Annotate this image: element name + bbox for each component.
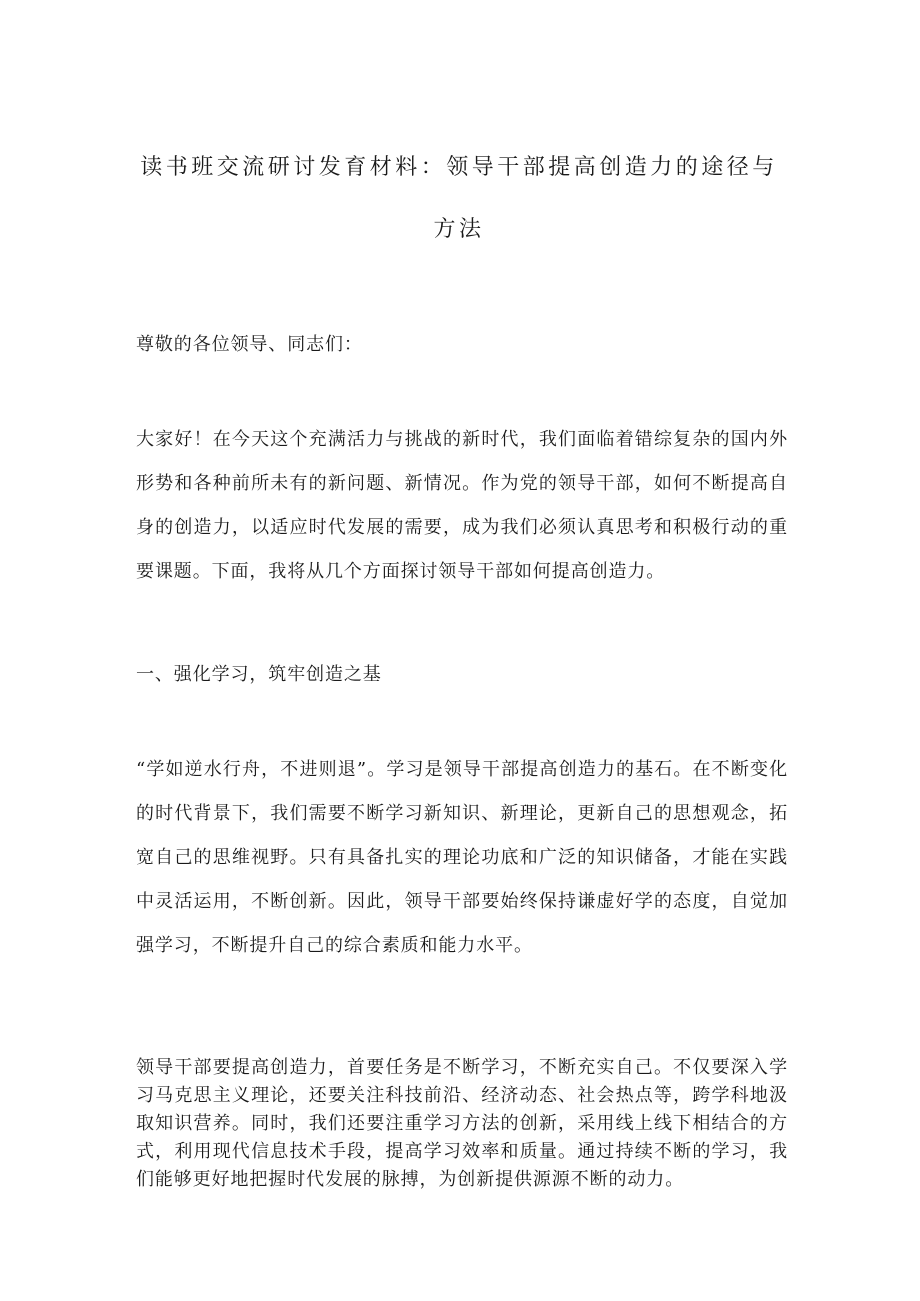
salutation: 尊敬的各位领导、同志们：: [136, 334, 363, 355]
body-paragraph: 领导干部要提高创造力，首要任务是不断学习，不断充实自己。不仅要深入学习马克思主义理论，还要关注科技前沿、经济动态、社会热点等，跨学科地汲取知识营养。同时，我们还要注重学习方法的创新，采用线上线下相结合的方式，利用现代信息技术手段，提高学习效率和质量。通过持续不断的学习，我们能够更好地把握时代发展的脉搏，为创新提供源源不断的动力。: [136, 1057, 788, 1190]
intro-paragraph: 大家好！在今天这个充满活力与挑战的新时代，我们面临着错综复杂的国内外形势和各种前所未有的新问题、新情况。作为党的领导干部，如何不断提高自身的创造力，以适应时代发展的需要，成为我们必须认真思考和积极行动的重要课题。下面，我将从几个方面探讨领导干部如何提高创造力。: [136, 429, 788, 582]
body-paragraph: “学如逆水行舟，不进则退”。学习是领导干部提高创造力的基石。在不断变化的时代背景下，我们需要不断学习新知识、新理论，更新自己的思想观念，拓宽自己的思维视野。只有具备扎实的理论功底和广泛的知识储备，才能在实践中灵活运用，不断创新。因此，领导干部要始终保持谦虚好学的态度，自觉加强学习，不断提升自己的综合素质和能力水平。: [136, 759, 788, 956]
section-heading: 一、强化学习，筑牢创造之基: [136, 664, 382, 685]
document-title: 读书班交流研讨发育材料：领导干部提高创造力的途径与方法: [140, 155, 778, 242]
